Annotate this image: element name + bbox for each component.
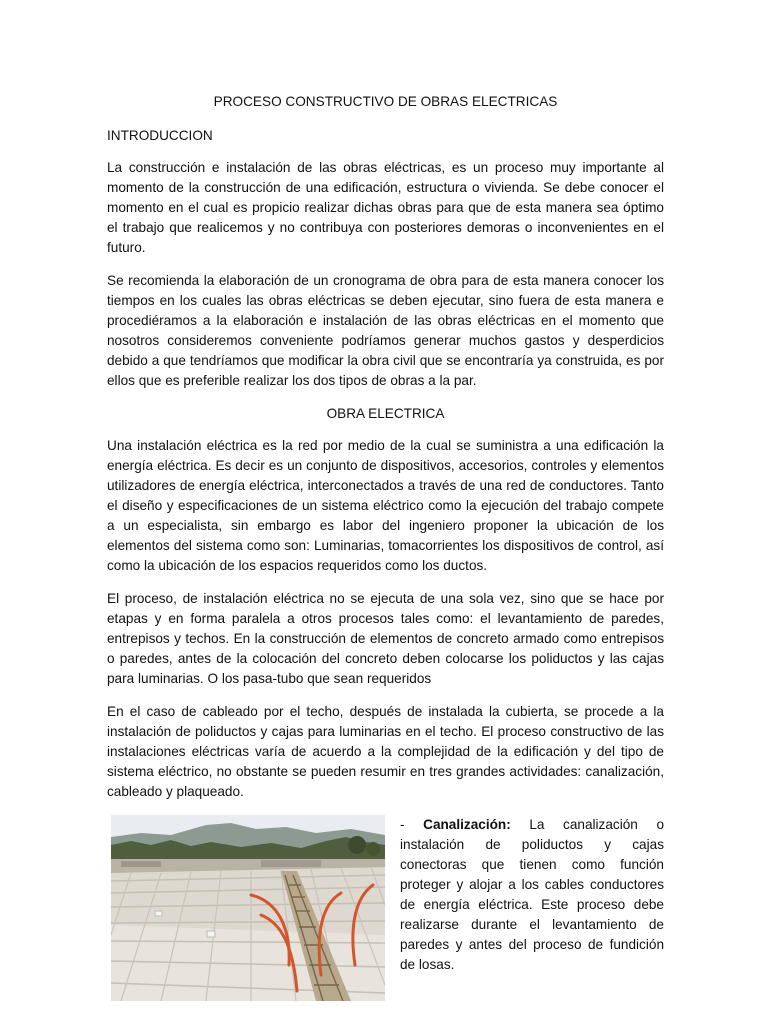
section-paragraph-3: En el caso de cableado por el techo, después de instalada la cubierta, se procede a la instalación de poliductos y cajas para luminarias en el techo. El proceso constructivo de las instalaciones eléctricas varía de acuerdo a la complejidad de la edificación y del tipo de sistema eléctrico, no obstante se pueden resumir en tres grandes actividades: canalización, cableado y plaqueado. <box>107 704 664 799</box>
canalizacion-term: Canalización: <box>423 817 511 832</box>
canalizacion-text: La canalización o instalación de poliductos y cajas conectoras que tienen como función proteger y alojar a los cables conductores de energía eléctrica. Este proceso debe realizarse durante el levantamiento de paredes y antes del proceso de fundición de losas. <box>400 817 664 972</box>
intro-paragraph-2: Se recomienda la elaboración de un cronograma de obra para de esta manera conocer los tiempos en los cuales las obras eléctricas se deben ejecutar, sino fuera de esta manera e procediéramos a la elaboración e instalación de las obras eléctricas en el momento que nosotros consideremos conveniente podríamos generar muchos gastos y desperdicios debido a que tendríamos que modificar la obra civil que se encontraría ya construida, es por ellos que es preferible realizar los dos tipos de obras a la par. <box>107 273 664 388</box>
intro-heading: INTRODUCCION <box>107 128 213 143</box>
canalizacion-paragraph <box>400 815 664 975</box>
construction-photo <box>111 815 385 1001</box>
section-heading: OBRA ELECTRICA <box>326 406 445 421</box>
document-title: PROCESO CONSTRUCTIVO DE OBRAS ELECTRICAS <box>213 94 558 109</box>
intro-paragraph-1: La construcción e instalación de las obras eléctricas, es un proceso muy importante al momento de la construcción de una edificación, estructura o vivienda. Se debe conocer el momento en el cual es propicio realizar dichas obras para que de esta manera sea óptimo el trabajo que realicemos y no contribuya con posteriores demoras o inconvenientes en el futuro. <box>107 160 664 255</box>
section-paragraph-2: El proceso, de instalación eléctrica no se ejecuta de una sola vez, sino que se hace por etapas y en forma paralela a otros procesos tales como: el levantamiento de paredes, entrepisos y techos. En la construcción de elementos de concreto armado como entrepisos o paredes, antes de la colocación del concreto deben colocarse los poliductos y las cajas para luminarias. O los pasa-tubo que sean requeridos <box>107 591 664 686</box>
section-paragraph-1: Una instalación eléctrica es la red por medio de la cual se suministra a una edificación la energía eléctrica. Es decir es un conjunto de dispositivos, accesorios, controles y elementos utilizadores de energía eléctrica, interconectados a través de una red de conductores. Tanto el diseño y especificaciones de un sistema eléctrico como la ejecución del trabajo compete a un especialista, sin embargo es labor del ingeniero proponer la ubicación de los elementos del sistema como son: Luminarias, tomacorrientes los dispositivos de control, así como la ubicación de los espacios requeridos como los ductos. <box>107 438 664 573</box>
canalizacion-prefix: - <box>400 817 424 832</box>
canalizacion-block <box>107 815 664 1001</box>
